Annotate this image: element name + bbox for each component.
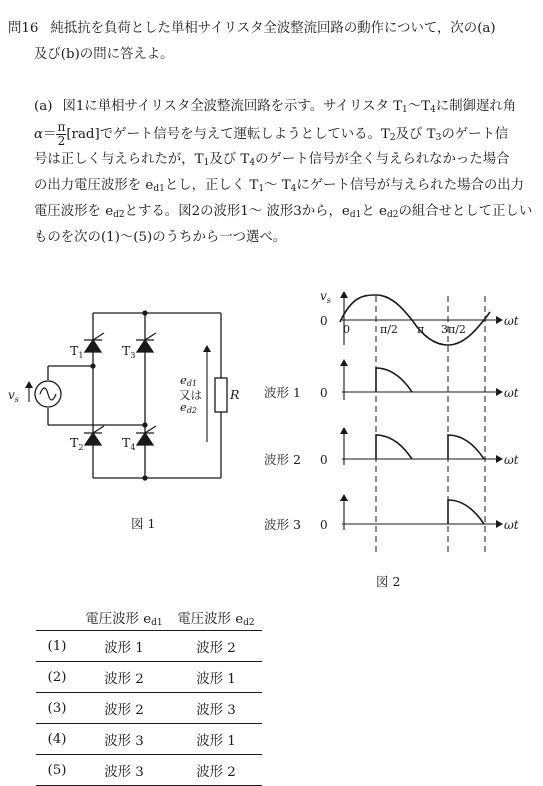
question-stem-line2: 及び(b)の問に答えよ。 [34,47,174,62]
choice-number: (5) [36,755,78,786]
choice-ed2: 波形 1 [170,724,262,755]
wave3-label: 波形 3 [264,517,301,532]
choice-ed1: 波形 2 [78,662,170,693]
waveform-2 [342,428,502,465]
vs-wt-label: ωt [504,314,519,328]
alpha-fraction: $\frac{\pi}{2}$ [57,120,66,148]
table-row [36,724,262,755]
resistor-icon [215,378,227,412]
part-a-line2: α＝ $\frac{\pi}{2}$ [rad]でゲート信号を与えて運転しようとしている。$T_2$及び $T_3$のゲート信 [34,120,509,148]
choice-ed2: 波形 1 [170,662,262,693]
table-row [36,631,262,662]
choice-ed1: 波形 2 [78,693,170,724]
header-no [36,604,78,631]
choice-number: (2) [36,662,78,693]
table-row [36,662,262,693]
question-number: 問16 [8,21,39,36]
wave1-wt-label: ωt [504,386,519,400]
choice-ed1: 波形 1 [78,631,170,662]
ac-source-icon [29,381,61,407]
tick-3pi2: 3π/2 [441,323,466,336]
tick-pi: π [417,323,425,336]
or-label: 又は [179,388,202,402]
part-a-line6: ものを次の(1)～(5)のうちから一つ選べ。 [34,230,287,245]
table-row [36,693,262,724]
vs-zero: 0 [320,314,328,328]
choice-number: (1) [36,631,78,662]
question-stem-line1: 問16 純抵抗を負荷とした単相サイリスタ全波整流回路の動作について，次の(a) [8,21,496,36]
wave1-label: 波形 1 [264,385,301,400]
t4-label: $T_4$ [122,435,136,452]
part-a-line1: (a) 図1に単相サイリスタ全波整流回路を示す。サイリスタ $T_1\sim T_4$に制御遅れ角 [34,99,517,115]
wave2-zero: 0 [320,453,328,467]
vs-axis-label: $v_s$ [320,289,331,305]
wave3-zero: 0 [320,518,328,532]
figure2-caption: 図 2 [376,574,401,589]
choice-ed2: 波形 2 [170,755,262,786]
thyristor-t4-icon [136,426,156,445]
t1-label: $T_1$ [70,343,84,360]
waveform-3 [342,495,502,530]
header-ed1: 電圧波形 $e_{d1}$ [78,604,170,631]
ed2-label: ed2 [180,400,198,415]
part-a-line4: の出力電圧波形を $e_{d1}$とし，正しく $T_1\sim$ $T_4$にゲート信号が与えられた場合の出力 [34,178,525,194]
tick-pi2: π/2 [380,323,398,336]
choice-number: (3) [36,693,78,724]
vs-waveform [340,292,502,345]
wave1-zero: 0 [320,386,328,400]
tick-zero: 0 [343,323,350,336]
choice-number: (4) [36,724,78,755]
choice-ed1: 波形 3 [78,724,170,755]
thyristor-t2-icon [84,426,104,445]
wave2-label: 波形 2 [264,452,301,467]
choice-ed1: 波形 3 [78,755,170,786]
part-a-label: (a) [34,99,53,114]
thyristor-t3-icon [136,333,156,352]
part-a-line3: 号は正しく与えられたが，$T_1$及び $T_4$のゲート信号が全く与えられなかった場合 [34,152,510,168]
header-ed2: 電圧波形 $e_{d2}$ [170,604,262,631]
answer-table [36,604,262,786]
table-header-row [36,604,262,631]
choice-ed2: 波形 2 [170,631,262,662]
wave3-wt-label: ωt [504,518,519,532]
part-a-line5: 電圧波形を $e_{d2}$とする。図2の波形1～ 波形3から，$e_{d1}$と $e_{d2}$の組合せとして正しい [34,204,533,220]
ed1-label: ed1 [180,373,198,388]
source-label: $v_s$ [8,388,19,404]
choice-ed2: 波形 3 [170,693,262,724]
wave2-wt-label: ωt [504,453,519,467]
figure1-caption: 図 1 [131,516,156,531]
t3-label: $T_3$ [122,343,136,360]
t2-label: $T_2$ [70,435,84,452]
resistor-label: R [230,387,240,402]
thyristor-t1-icon [84,333,104,352]
waveform-1 [342,360,502,400]
